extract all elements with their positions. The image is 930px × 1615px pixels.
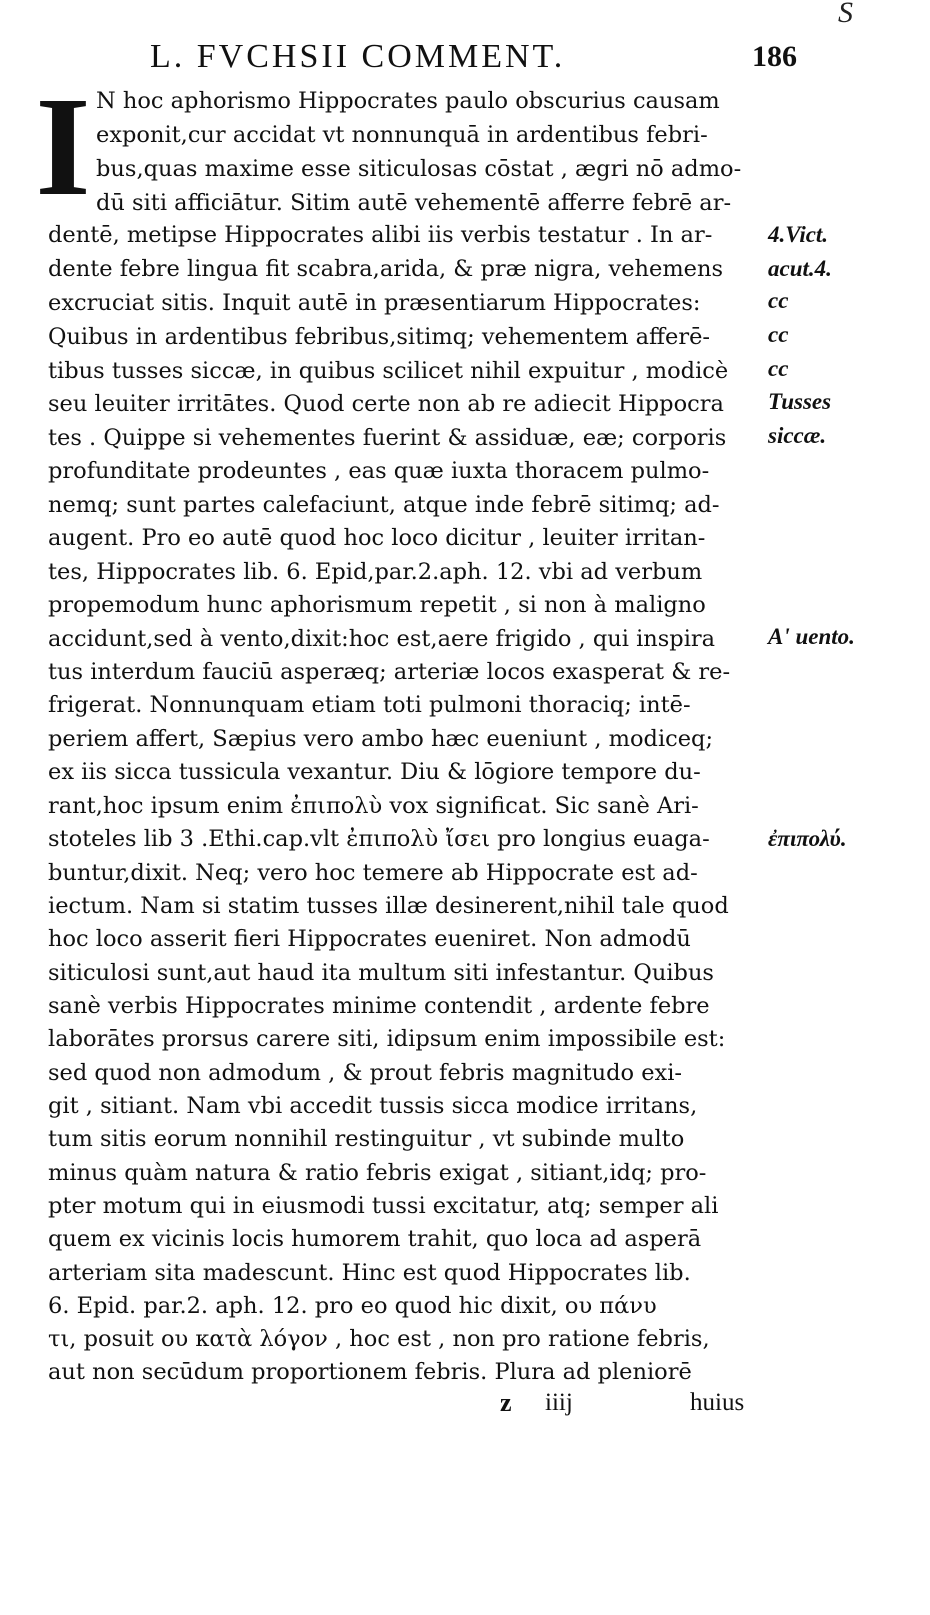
text-line: seu leuiter irritātes. Quod certe non ab re adiecit Hippocra (48, 391, 724, 417)
margin-note: cc (768, 322, 789, 347)
text-line: exponit,cur accidat vt nonnunquā in ardentibus febri- (96, 122, 708, 148)
corner-mark: S (838, 0, 853, 29)
margin-note: Tusses (768, 389, 832, 414)
text-line: frigerat. Nonnunquam etiam toti pulmoni thoraciq; intē- (48, 692, 691, 718)
catchword: huius (690, 1389, 745, 1416)
margin-note: cc (768, 356, 789, 381)
text-line: git , sitiant. Nam vbi accedit tussis sicca modice irritans, (48, 1093, 698, 1119)
text-line: dente febre lingua fit scabra,arida, & præ nigra, vehemens (48, 256, 724, 282)
text-line: tes . Quippe si vehementes fuerint & assiduæ, eæ; corporis (48, 425, 727, 451)
text-line: N hoc aphorismo Hippocrates paulo obscurius causam (96, 88, 720, 114)
drop-cap: I (35, 67, 91, 225)
running-head: L. FVCHSII COMMENT. (150, 38, 566, 75)
margin-note: A' uento. (768, 624, 855, 649)
text-line: 6. Epid. par.2. aph. 12. pro eo quod hic dixit, ου πάνυ (48, 1293, 657, 1319)
text-line: periem affert, Sæpius vero ambo hæc eueniunt , modiceq; (48, 726, 714, 752)
text-line: arteriam sita madescunt. Hinc est quod Hippocrates lib. (48, 1260, 691, 1286)
text-line: rant,hoc ipsum enim ἐπιπολὺ vox significat. Sic sanè Ari- (48, 793, 699, 819)
text-line: tes, Hippocrates lib. 6. Epid,par.2.aph. 12. vbi ad verbum (48, 559, 703, 585)
margin-note: cc (768, 288, 789, 313)
margin-note: 4.Vict. (768, 222, 829, 247)
text-line: accidunt,sed à vento,dixit:hoc est,aere frigido , qui inspira (48, 626, 716, 652)
text-line: profunditate prodeuntes , eas quæ iuxta thoracem pulmo- (48, 458, 710, 484)
signature-mark: z (500, 1388, 512, 1417)
margin-note: ἐπιπολύ. (768, 826, 847, 851)
text-line: dū siti afficiātur. Sitim autē vehementē afferre febrē ar- (96, 190, 732, 216)
text-line: ex iis sicca tussicula vexantur. Diu & lōgiore tempore du- (48, 759, 701, 785)
margin-note: acut.4. (768, 256, 832, 281)
text-line: sanè verbis Hippocrates minime contendit , ardente febre (48, 993, 710, 1019)
text-line: aut non secūdum proportionem febris. Plura ad pleniorē (48, 1359, 692, 1385)
text-line: minus quàm natura & ratio febris exigat , sitiant,idq; pro- (48, 1160, 707, 1186)
text-line: siticulosi sunt,aut haud ita multum siti infestantur. Quibus (48, 960, 714, 986)
signature-number: iiij (545, 1389, 573, 1416)
text-line: quem ex vicinis locis humorem trahit, quo loca ad asperā (48, 1226, 702, 1252)
text-line: tus interdum fauciū asperæq; arteriæ locos exasperat & re- (48, 659, 731, 685)
text-line: nemq; sunt partes calefaciunt, atque inde febrē sitimq; ad- (48, 492, 720, 518)
text-line: iectum. Nam si statim tusses illæ desinerent,nihil tale quod (48, 893, 729, 919)
text-line: Quibus in ardentibus febribus,sitimq; vehementem afferē- (48, 324, 711, 350)
text-line: excruciat sitis. Inquit autē in præsentiarum Hippocrates: (48, 290, 701, 316)
text-line: pter motum qui in eiusmodi tussi excitatur, atq; semper ali (48, 1193, 719, 1219)
text-line: tum sitis eorum nonnihil restinguitur , vt subinde multo (48, 1126, 685, 1152)
text-line: sed quod non admodum , & prout febris magnitudo exi- (48, 1060, 683, 1086)
text-line: buntur,dixit. Neq; vero hoc temere ab Hippocrate est ad- (48, 860, 698, 886)
text-line: laborātes prorsus carere siti, idipsum enim impossibile est: (48, 1026, 726, 1052)
text-line: hoc loco asserit fieri Hippocrates eueniret. Non admodū (48, 926, 691, 952)
text-line: τι, posuit ου κατὰ λόγον , hoc est , non pro ratione febris, (48, 1326, 710, 1352)
text-line: bus,quas maxime esse siticulosas cōstat , ægri nō admo- (96, 156, 742, 182)
text-line: dentē, metipse Hippocrates alibi iis verbis testatur . In ar- (48, 222, 713, 248)
text-line: augent. Pro eo autē quod hoc loco dicitur , leuiter irritan- (48, 525, 706, 551)
margin-note: siccæ. (768, 423, 827, 448)
text-line: stoteles lib 3 .Ethi.cap.vlt ἐπιπολὺ ἴσει pro longius euaga- (48, 826, 710, 852)
page-number: 186 (752, 40, 797, 73)
text-line: tibus tusses siccæ, in quibus scilicet nihil expuitur , modicè (48, 358, 729, 384)
text-line: propemodum hunc aphorismum repetit , si non à maligno (48, 592, 706, 618)
